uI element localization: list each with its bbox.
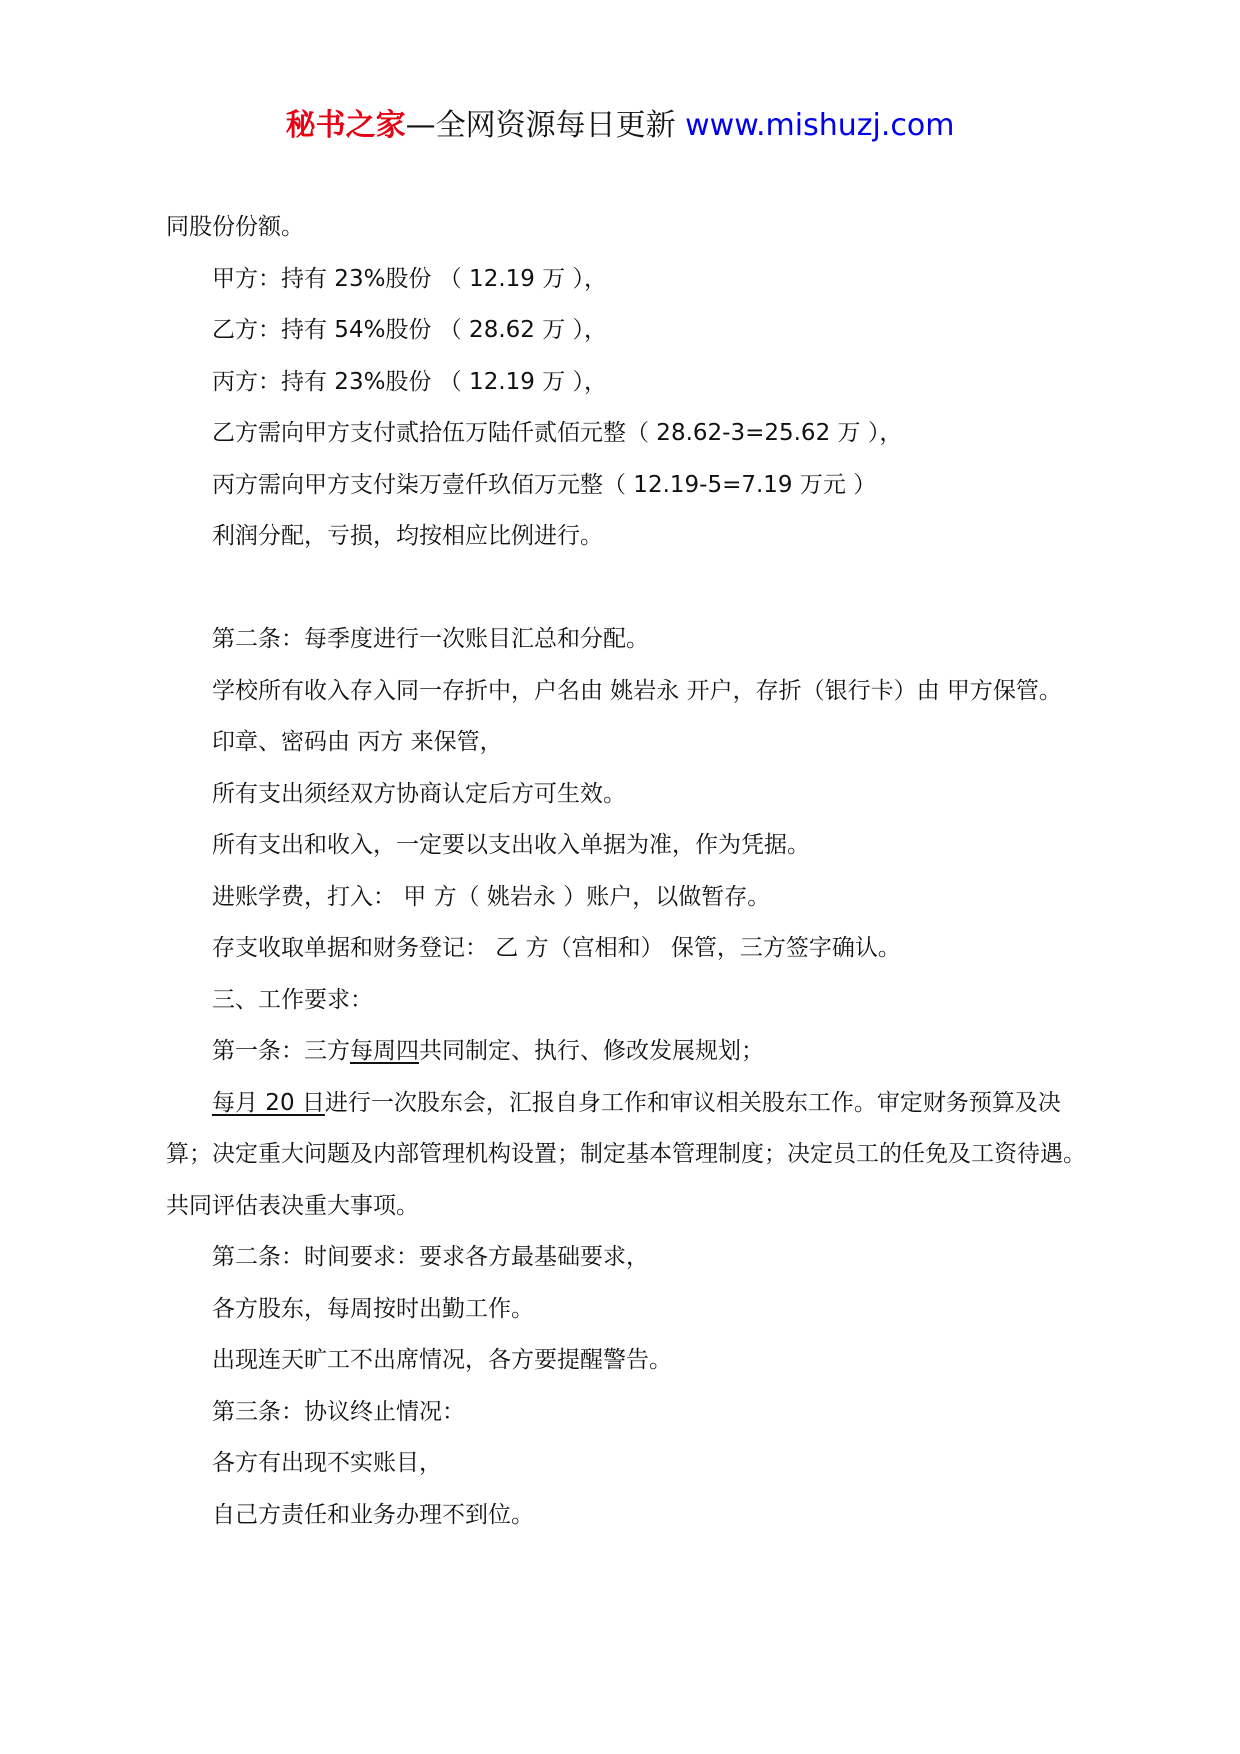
site-header bbox=[0, 104, 1240, 148]
paragraph-line: 印章、密码由 丙方 来保管， bbox=[212, 729, 503, 755]
text-segment: 进行一次股东会，汇报自身工作和审议相关股东工作。审定财务预算及决算；决定重大问题及内部管理机构设置；制定基本管理制度；决定员工的任免及工资待遇。共同评估表决重大事项。 bbox=[166, 1089, 1086, 1219]
paragraph-line: 同股份份额。 bbox=[166, 214, 304, 240]
site-url-link[interactable]: www.mishuzj.com bbox=[685, 108, 955, 143]
paragraph-wrapped: 学校所有收入存入同一存折中，户名由 姚岩永 开户，存折（银行卡）由 甲方保管。 bbox=[212, 677, 1062, 704]
paragraph-line: 丙方：持有 23%股份 （ 12.19 万 ）， bbox=[212, 368, 608, 395]
paragraph-wrapped bbox=[166, 1078, 1086, 1233]
paragraph-line: 乙方：持有 54%股份 （ 28.62 万 ）， bbox=[212, 317, 608, 343]
paragraph-line: 所有支出和收入，一定要以支出收入单据为准，作为凭据。 bbox=[212, 832, 810, 858]
paragraph-line: 各方股东，每周按时出勤工作。 bbox=[212, 1295, 534, 1322]
section-heading: 三、工作要求： bbox=[212, 986, 373, 1013]
paragraph-line bbox=[166, 1026, 1086, 1078]
paragraph-line: 丙方需向甲方支付柒万壹仟玖佰万元整（ 12.19-5=7.19 万元 ） bbox=[212, 471, 877, 498]
paragraph-line: 出现连天旷工不出席情况，各方要提醒警告。 bbox=[212, 1347, 672, 1373]
text-segment: 第一条：三方 bbox=[212, 1038, 350, 1064]
paragraph-line: 所有支出须经双方协商认定后方可生效。 bbox=[212, 780, 626, 807]
brand-name: 秘书之家 bbox=[285, 108, 406, 143]
paragraph-line: 进账学费，打入： 甲 方（ 姚岩永 ）账户，以做暂存。 bbox=[212, 883, 771, 910]
paragraph-line: 甲方：持有 23%股份 （ 12.19 万 ）， bbox=[212, 265, 608, 292]
paragraph-line: 各方有出现不实账目， bbox=[212, 1450, 442, 1476]
document-body bbox=[166, 202, 1086, 1541]
header-slogan: —全网资源每日更新 bbox=[405, 108, 676, 143]
paragraph-line: 乙方需向甲方支付贰拾伍万陆仟贰佰元整（ 28.62-3=25.62 万 ）， bbox=[212, 420, 903, 446]
blank-line bbox=[166, 563, 1086, 615]
paragraph-line: 第二条：时间要求：要求各方最基础要求， bbox=[212, 1244, 649, 1270]
paragraph-line: 第三条：协议终止情况： bbox=[212, 1398, 465, 1425]
paragraph-line: 存支收取单据和财务登记： 乙 方（宫相和） 保管，三方签字确认。 bbox=[212, 935, 901, 961]
text-segment: 共同制定、执行、修改发展规划； bbox=[419, 1038, 764, 1064]
paragraph-line: 自己方责任和业务办理不到位。 bbox=[212, 1501, 534, 1528]
paragraph-line: 利润分配，亏损，均按相应比例进行。 bbox=[212, 523, 603, 549]
underlined-text: 每周四 bbox=[350, 1038, 419, 1064]
paragraph-line: 第二条：每季度进行一次账目汇总和分配。 bbox=[212, 626, 649, 652]
underlined-text: 每月 20 日 bbox=[212, 1089, 325, 1116]
